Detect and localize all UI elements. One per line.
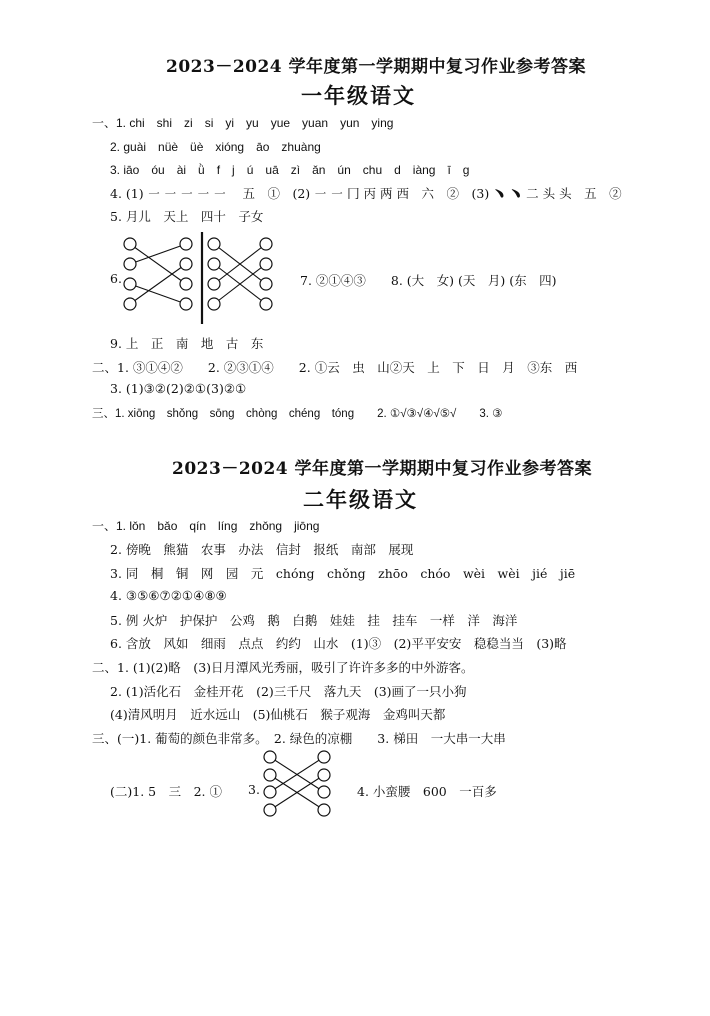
s2-line-6: 6. 含放 风如 细雨 点点 约约 山水 (1)③ (2)平平安安 稳稳当当 (3)略 [110,636,567,651]
s1-line-5: 5. 月儿 天上 四十 子女 [110,209,264,224]
s1-line-1: 一、1. chi shi zi si yi yu yue yuan yun ying [92,116,394,130]
section2-subtitle: 二年级语文 [303,487,418,512]
s1-line-4: 4. (1) ㇐ ㇐ ㇐ ㇐ ㇐ 五 ① (2) ㇐ ㇐ 冂 丙 两 西 六 ② (3) ﹅ ﹅ 二 头 头 五 ② [110,186,622,201]
s1-line-10: 二、1. ③①④② 2. ②③①④ 2. ①云 虫 山②天 上 下 日 月 ③东 西 [92,360,578,375]
s2-line-9: (4)清风明月 近水远山 (5)仙桃石 猴子观海 金鸡叫天都 [110,707,446,722]
s2-line-1: 一、1. lǒn bǎo qín líng zhǒng jiōng [92,519,320,533]
s1-line-7: 7. ②①④③ 8. (大 女) (天 月) (东 四) [300,273,557,288]
s2-line-11a: (二)1. 5 三 2. ① [110,784,223,799]
section2-title: 2023－2024 学年度第一学期期中复习作业参考答案 [172,459,593,479]
section1-title: 2023－2024 学年度第一学期期中复习作业参考答案 [166,57,587,77]
s2-line-2: 2. 傍晚 熊猫 农事 办法 信封 报纸 南部 展现 [110,542,414,557]
s1-line-6-label: 6. [110,271,122,286]
s2-line-4: 4. ③⑤⑥⑦②①④⑧⑨ [110,588,227,603]
s2-line-5: 5. 例 火炉 护保护 公鸡 鹅 白鹅 娃娃 挂 挂车 一样 洋 海洋 [110,613,518,628]
s2-line-3: 3. 同 桐 铜 网 园 元 chóng chǒng zhōo chóo wèi wèi jié jiē [110,566,576,581]
s1-line-2: 2. guài nüè üè xióng āo zhuàng [110,140,321,154]
s1-line-12: 三、1. xiōng shǒng sōng chòng chéng tóng 2. ①√③√④√⑤√ 3. ③ [92,408,503,420]
s2-line-10: 三、(一)1. 葡萄的颜色非常多。 2. 绿色的凉棚 3. 梯田 一大串一大串 [92,731,506,746]
s1-line-3: 3. iāo óu ài ǜ f j ú uā zì ǎn ún chu d iàng ī g [110,163,470,177]
s2-line-8: 2. (1)活化石 金桂开花 (2)三千尺 落九天 (3)画了一只小狗 [110,684,467,699]
s2-line-7: 二、1. (1)(2)略 (3)日月潭风光秀丽，吸引了许许多多的中外游客。 [92,660,474,675]
s2-line-11b: 3. [248,782,260,797]
s1-line-11: 3. (1)③②(2)②①(3)②① [110,381,247,396]
section1-subtitle: 一年级语文 [301,83,416,108]
matching-diagram-1 [118,232,278,326]
matching-diagram-2 [262,748,334,828]
s1-line-9: 9. 上 正 南 地 古 东 [110,336,264,351]
s2-line-11c: 4. 小蛮腰 600 一百多 [357,784,497,799]
